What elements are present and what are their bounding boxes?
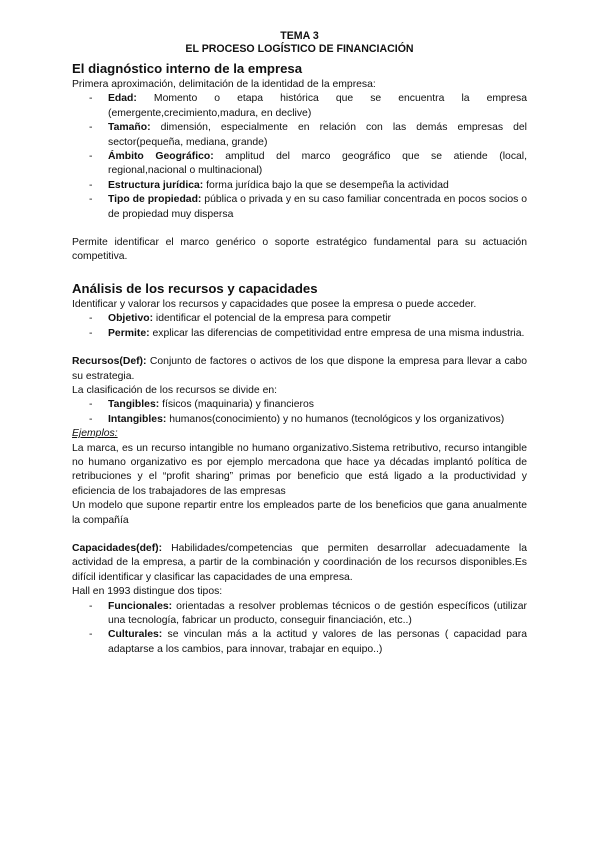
capacidades-list	[72, 600, 527, 658]
item-text: físicos (maquinaria) y financieros	[159, 399, 314, 411]
section-heading-diagnostico: El diagnóstico interno de la empresa	[72, 61, 303, 76]
section-closing: Permite identificar el marco genérico o soporte estratégico fundamental para su actuación competitiva.	[72, 237, 527, 263]
identity-list	[72, 92, 527, 222]
item-term: Intangibles:	[108, 413, 167, 425]
item-term: Tangibles:	[108, 399, 160, 411]
item-text: identificar el potencial de la empresa para competir	[153, 313, 391, 325]
recursos-list	[72, 398, 527, 427]
list-item: - Permite: explicar las diferencias de competitividad entre empresa de una misma industria.	[89, 327, 525, 339]
item-term: Permite:	[108, 327, 150, 339]
item-text: humanos(conocimiento) y no humanos (tecnológicos y los organizativos)	[166, 413, 505, 425]
list-item: - Tangibles: físicos (maquinaria) y financieros	[89, 399, 314, 411]
item-term: Edad:	[108, 93, 137, 105]
item-term: Ámbito Geográfico:	[108, 151, 214, 163]
ejemplos-text: La marca, es un recurso intangible no humano organizativo.Sistema retributivo, recurso intangible no humano organizativo es por ejemplo mercadona que hace ya décadas implantó política de retribuciones y el “profit sharing” primas por beneficio que está ligado a la productividad y eficiencia de los trabajadores de las empresas	[72, 442, 527, 497]
list-item: - Ámbito Geográfico: amplitud del marco geográfico que se atiende (local, regional,nacional o multinacional)	[89, 151, 528, 177]
section-intro: Primera aproximación, delimitación de la identidad de la empresa:	[72, 79, 376, 90]
hall-text: Hall en 1993 distingue dos tipos:	[72, 586, 223, 598]
definition-text: Habilidades/competencias que permiten desarrollar adecuadamente la actividad de la empresa, a partir de la combinación y coordinación de los recursos disponibles.Es difícil identificar y clasificar las capacidades de una empresa.	[72, 542, 527, 583]
item-term: Funcionales:	[108, 600, 173, 612]
section-intro: Identificar y valorar los recursos y capacidades que posee la empresa o puede acceder.	[72, 298, 477, 310]
item-term: Objetivo:	[108, 313, 154, 325]
item-term: Culturales:	[108, 629, 163, 641]
item-text: forma jurídica bajo la que se desempeña la actividad	[203, 179, 449, 191]
item-text: orientadas a resolver problemas técnicos o de gestión específicos (utilizar una tecnología, fabricar un producto, conseguir financiación, etc..)	[108, 600, 527, 626]
doc-title-topic: TEMA 3	[280, 30, 319, 42]
item-term: Tipo de propiedad:	[108, 194, 202, 206]
list-item: - Tipo de propiedad: pública o privada y en su caso familiar concentrada en pocos socios o de propiedad muy dispersa	[89, 194, 527, 220]
definition-text: Conjunto de factores o activos de los que dispone la empresa para llevar a cabo su estrategia.	[72, 356, 527, 382]
item-text: dimensión, especialmente en relación con las demás empresas del sector(pequeña, mediana, grande)	[108, 122, 527, 148]
ejemplos-label-text: Ejemplos:	[72, 428, 118, 440]
recursos-definition	[72, 355, 527, 384]
list-item: - Objetivo: identificar el potencial de la empresa para competir	[89, 313, 391, 325]
list-item: - Estructura jurídica: forma jurídica bajo la que se desempeña la actividad	[89, 179, 449, 191]
list-item: - Culturales: se vinculan más a la actitud y valores de las personas ( capacidad para adaptarse a los cambios, para innovar, trabajar en equipo..)	[89, 629, 527, 655]
doc-title-main: EL PROCESO LOGÍSTICO DE FINANCIACIÓN	[185, 42, 414, 55]
item-term: Tamaño:	[108, 122, 151, 134]
document-page	[72, 30, 527, 657]
list-item: - Tamaño: dimensión, especialmente en relación con las demás empresas del sector(pequeña, mediana, grande)	[89, 122, 527, 148]
capacidades-definition	[72, 542, 527, 585]
list-item: - Funcionales: orientadas a resolver problemas técnicos o de gestión específicos (utilizar una tecnología, fabricar un producto, conseguir financiación, etc..)	[89, 600, 527, 626]
analysis-list	[72, 312, 527, 341]
item-text: se vinculan más a la actitud y valores de las personas ( capacidad para adaptarse a los cambios, para innovar, trabajar en equipo..)	[108, 629, 527, 655]
definition-term: Recursos(Def):	[72, 356, 147, 368]
list-item: - Edad: Momento o etapa histórica que se encuentra la empresa (emergente,crecimiento,madura, en declive)	[89, 93, 527, 119]
section-heading-recursos-capacidades: Análisis de los recursos y capacidades	[72, 280, 318, 296]
recursos-clasificacion: La clasificación de los recursos se divide en:	[72, 384, 278, 396]
item-text: Momento o etapa histórica que se encuentra la empresa (emergente,crecimiento,madura, en declive)	[108, 93, 527, 119]
list-item: - Intangibles: humanos(conocimiento) y no humanos (tecnológicos y los organizativos)	[89, 413, 505, 425]
item-text: explicar las diferencias de competitividad entre empresa de una misma industria.	[149, 327, 525, 339]
modelo-text: Un modelo que supone repartir entre los empleados parte de los beneficios que gana anualmente la compañía	[72, 500, 527, 526]
ejemplos-label	[72, 427, 527, 441]
item-term: Estructura jurídica:	[108, 179, 204, 191]
definition-term: Capacidades(def):	[72, 542, 163, 554]
item-text: amplitud del marco geográfico que se atiende (local, regional,nacional o multinacional)	[108, 151, 528, 177]
item-text: pública o privada y en su caso familiar concentrada en pocos socios o de propiedad muy dispersa	[108, 194, 527, 220]
